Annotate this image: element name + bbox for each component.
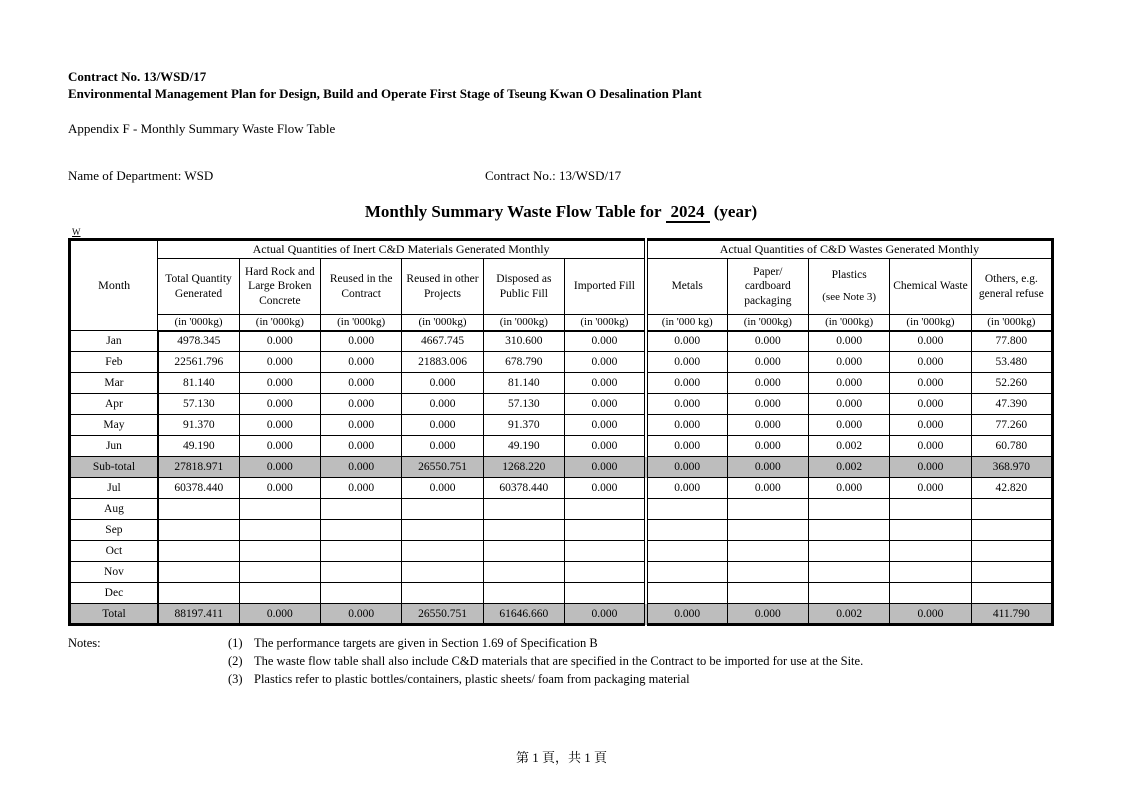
- value-cell: [565, 583, 646, 604]
- value-cell: 0.000: [565, 331, 646, 352]
- column-header: Reused in the Contract: [321, 259, 402, 315]
- value-cell: [890, 562, 971, 583]
- value-cell: 0.000: [239, 604, 320, 625]
- value-cell: [321, 541, 402, 562]
- table-row: [70, 583, 1053, 604]
- table-row: [70, 457, 1053, 478]
- note-text: The performance targets are given in Section 1.69 of Specification B: [254, 636, 598, 650]
- value-cell: 49.190: [483, 436, 564, 457]
- value-cell: 0.000: [646, 457, 727, 478]
- value-cell: 26550.751: [402, 604, 483, 625]
- table-row: [70, 478, 1053, 499]
- month-cell: Mar: [70, 373, 158, 394]
- note-number: (2): [228, 654, 243, 668]
- value-cell: 47.390: [971, 394, 1052, 415]
- table-row: [70, 499, 1053, 520]
- contract-number: Contract No.: 13/WSD/17: [485, 168, 622, 183]
- value-cell: [565, 562, 646, 583]
- column-header: Others, e.g. general refuse: [971, 259, 1052, 315]
- value-cell: [321, 520, 402, 541]
- value-cell: [646, 520, 727, 541]
- value-cell: [565, 541, 646, 562]
- value-cell: 0.000: [808, 478, 889, 499]
- value-cell: 49.190: [158, 436, 239, 457]
- month-cell: Sub-total: [70, 457, 158, 478]
- note-text: The waste flow table shall also include C&D materials that are specified in the Contract to be imported for use at the Site.: [254, 654, 864, 668]
- value-cell: [890, 499, 971, 520]
- table-row: [70, 415, 1053, 436]
- value-cell: [971, 583, 1052, 604]
- value-cell: [890, 541, 971, 562]
- value-cell: 0.000: [890, 394, 971, 415]
- value-cell: [158, 541, 239, 562]
- value-cell: 0.002: [808, 457, 889, 478]
- value-cell: [321, 499, 402, 520]
- value-cell: 0.000: [890, 604, 971, 625]
- value-cell: 0.000: [890, 331, 971, 352]
- value-cell: 0.002: [808, 604, 889, 625]
- value-cell: 0.000: [646, 394, 727, 415]
- value-cell: 0.000: [727, 373, 808, 394]
- table-head: [70, 240, 1053, 331]
- value-cell: 0.000: [565, 394, 646, 415]
- value-cell: [727, 520, 808, 541]
- value-cell: [808, 541, 889, 562]
- contract-no-heading: Contract No. 13/WSD/17: [68, 69, 207, 84]
- value-cell: 0.000: [890, 373, 971, 394]
- value-cell: 0.000: [321, 352, 402, 373]
- value-cell: 0.000: [321, 331, 402, 352]
- value-cell: [402, 499, 483, 520]
- value-cell: [321, 583, 402, 604]
- value-cell: 0.000: [321, 394, 402, 415]
- value-cell: [565, 499, 646, 520]
- value-cell: 0.000: [727, 457, 808, 478]
- value-cell: [483, 499, 564, 520]
- value-cell: 0.000: [239, 415, 320, 436]
- value-cell: 0.000: [321, 415, 402, 436]
- value-cell: 0.000: [808, 394, 889, 415]
- value-cell: [971, 499, 1052, 520]
- month-cell: Jul: [70, 478, 158, 499]
- value-cell: [727, 562, 808, 583]
- value-cell: [646, 499, 727, 520]
- value-cell: 0.000: [239, 436, 320, 457]
- unit-header: (in '000kg): [239, 315, 320, 331]
- note-text: Plastics refer to plastic bottles/containers, plastic sheets/ foam from packaging material: [254, 672, 690, 686]
- month-cell: Nov: [70, 562, 158, 583]
- value-cell: 0.000: [565, 436, 646, 457]
- unit-header: (in '000kg): [890, 315, 971, 331]
- value-cell: 0.000: [890, 478, 971, 499]
- value-cell: 81.140: [483, 373, 564, 394]
- value-cell: 0.000: [402, 394, 483, 415]
- value-cell: 0.000: [890, 457, 971, 478]
- value-cell: 0.000: [727, 415, 808, 436]
- notes-label: Notes:: [68, 636, 101, 650]
- value-cell: [565, 520, 646, 541]
- value-cell: 57.130: [158, 394, 239, 415]
- emp-heading: Environmental Management Plan for Design, Build and Operate First Stage of Tseung Kwan O Desalination Plant: [68, 86, 702, 101]
- value-cell: 678.790: [483, 352, 564, 373]
- unit-header: (in '000kg): [402, 315, 483, 331]
- table-row: [70, 520, 1053, 541]
- value-cell: 0.000: [565, 373, 646, 394]
- unit-header: (in '000kg): [727, 315, 808, 331]
- value-cell: 0.000: [239, 352, 320, 373]
- value-cell: 22561.796: [158, 352, 239, 373]
- table-row: [70, 604, 1053, 625]
- value-cell: [727, 541, 808, 562]
- value-cell: 0.000: [808, 352, 889, 373]
- appendix-title: Appendix F - Monthly Summary Waste Flow Table: [68, 121, 336, 136]
- value-cell: 60378.440: [158, 478, 239, 499]
- value-cell: [158, 583, 239, 604]
- column-header: Hard Rock and Large Broken Concrete: [239, 259, 320, 315]
- value-cell: 53.480: [971, 352, 1052, 373]
- value-cell: 0.000: [646, 331, 727, 352]
- unit-header: (in '000kg): [483, 315, 564, 331]
- value-cell: 26550.751: [402, 457, 483, 478]
- value-cell: [239, 541, 320, 562]
- value-cell: [402, 583, 483, 604]
- value-cell: [890, 583, 971, 604]
- value-cell: 0.000: [890, 436, 971, 457]
- waste-flow-table: [68, 238, 1054, 626]
- value-cell: [808, 520, 889, 541]
- column-header: Paper/ cardboard packaging: [727, 259, 808, 315]
- value-cell: [402, 520, 483, 541]
- note-item: [228, 654, 863, 669]
- value-cell: 0.000: [565, 457, 646, 478]
- table-row: [70, 373, 1053, 394]
- column-header: Reused in other Projects: [402, 259, 483, 315]
- inert-cd-group-header: Actual Quantities of Inert C&D Materials Generated Monthly: [158, 240, 646, 259]
- value-cell: 0.000: [321, 478, 402, 499]
- value-cell: 0.000: [321, 436, 402, 457]
- value-cell: 0.000: [727, 352, 808, 373]
- value-cell: [402, 562, 483, 583]
- value-cell: [321, 562, 402, 583]
- table-row: [70, 562, 1053, 583]
- value-cell: 0.000: [646, 604, 727, 625]
- column-header: Plastics (see Note 3): [808, 259, 889, 315]
- table-row: [70, 436, 1053, 457]
- column-header: Metals: [646, 259, 727, 315]
- title-suffix: (year): [713, 202, 758, 221]
- value-cell: 0.000: [808, 331, 889, 352]
- month-cell: Jan: [70, 331, 158, 352]
- value-cell: 0.000: [321, 457, 402, 478]
- value-cell: 27818.971: [158, 457, 239, 478]
- value-cell: [483, 541, 564, 562]
- title-prefix: Monthly Summary Waste Flow Table for: [364, 202, 662, 221]
- month-cell: Oct: [70, 541, 158, 562]
- stray-mark: W: [72, 227, 81, 237]
- value-cell: 0.000: [890, 352, 971, 373]
- month-cell: May: [70, 415, 158, 436]
- document-header: [68, 68, 1058, 102]
- value-cell: [808, 499, 889, 520]
- value-cell: 0.000: [727, 331, 808, 352]
- value-cell: 42.820: [971, 478, 1052, 499]
- value-cell: 0.000: [565, 478, 646, 499]
- value-cell: [808, 562, 889, 583]
- value-cell: [483, 583, 564, 604]
- value-cell: [808, 583, 889, 604]
- value-cell: 61646.660: [483, 604, 564, 625]
- value-cell: [158, 520, 239, 541]
- value-cell: [402, 541, 483, 562]
- value-cell: 60.780: [971, 436, 1052, 457]
- waste-flow-table-container: [68, 238, 1054, 626]
- value-cell: [239, 583, 320, 604]
- note-item: [228, 672, 690, 687]
- value-cell: 0.000: [239, 394, 320, 415]
- value-cell: 0.000: [239, 331, 320, 352]
- value-cell: 21883.006: [402, 352, 483, 373]
- group-header-row: [70, 240, 1053, 259]
- value-cell: 0.000: [646, 478, 727, 499]
- value-cell: 0.000: [321, 604, 402, 625]
- value-cell: [158, 499, 239, 520]
- month-cell: Total: [70, 604, 158, 625]
- value-cell: 0.000: [402, 373, 483, 394]
- value-cell: 368.970: [971, 457, 1052, 478]
- value-cell: [727, 499, 808, 520]
- month-cell: Dec: [70, 583, 158, 604]
- unit-header: (in '000kg): [321, 315, 402, 331]
- value-cell: 0.000: [727, 436, 808, 457]
- value-cell: 1268.220: [483, 457, 564, 478]
- value-cell: [971, 562, 1052, 583]
- title-year: 2024: [666, 202, 710, 223]
- column-header: Total Quantity Generated: [158, 259, 239, 315]
- value-cell: [646, 583, 727, 604]
- month-column-header: Month: [70, 240, 158, 331]
- page-title: [68, 202, 1054, 222]
- note-number: (3): [228, 672, 243, 686]
- value-cell: 0.000: [565, 604, 646, 625]
- value-cell: 0.000: [565, 352, 646, 373]
- month-cell: Feb: [70, 352, 158, 373]
- column-header-row: [70, 259, 1053, 315]
- note-item: [228, 636, 598, 651]
- value-cell: 0.000: [565, 415, 646, 436]
- value-cell: [158, 562, 239, 583]
- value-cell: 0.000: [321, 373, 402, 394]
- value-cell: 91.370: [158, 415, 239, 436]
- value-cell: 0.000: [646, 415, 727, 436]
- value-cell: 0.000: [646, 373, 727, 394]
- value-cell: [727, 583, 808, 604]
- unit-header: (in '000kg): [971, 315, 1052, 331]
- value-cell: [971, 520, 1052, 541]
- table-body: [70, 331, 1053, 625]
- value-cell: [239, 562, 320, 583]
- month-cell: Apr: [70, 394, 158, 415]
- value-cell: [646, 541, 727, 562]
- value-cell: 0.002: [808, 436, 889, 457]
- value-cell: 0.000: [402, 478, 483, 499]
- value-cell: [239, 520, 320, 541]
- value-cell: 0.000: [808, 373, 889, 394]
- value-cell: 411.790: [971, 604, 1052, 625]
- value-cell: 0.000: [239, 478, 320, 499]
- value-cell: 81.140: [158, 373, 239, 394]
- value-cell: 0.000: [646, 352, 727, 373]
- units-row: [70, 315, 1053, 331]
- table-row: [70, 394, 1053, 415]
- value-cell: 0.000: [402, 415, 483, 436]
- value-cell: 52.260: [971, 373, 1052, 394]
- value-cell: 0.000: [239, 457, 320, 478]
- month-cell: Jun: [70, 436, 158, 457]
- value-cell: 310.600: [483, 331, 564, 352]
- cd-wastes-group-header: Actual Quantities of C&D Wastes Generated Monthly: [646, 240, 1053, 259]
- unit-header: (in '000kg): [565, 315, 646, 331]
- month-cell: Aug: [70, 499, 158, 520]
- column-header: Imported Fill: [565, 259, 646, 315]
- value-cell: [646, 562, 727, 583]
- value-cell: 0.000: [646, 436, 727, 457]
- value-cell: [483, 562, 564, 583]
- unit-header: (in '000kg): [808, 315, 889, 331]
- table-row: [70, 352, 1053, 373]
- value-cell: 91.370: [483, 415, 564, 436]
- value-cell: 0.000: [402, 436, 483, 457]
- month-cell: Sep: [70, 520, 158, 541]
- unit-header: (in '000kg): [158, 315, 239, 331]
- value-cell: 0.000: [727, 478, 808, 499]
- value-cell: 0.000: [727, 604, 808, 625]
- value-cell: 77.260: [971, 415, 1052, 436]
- value-cell: 0.000: [239, 373, 320, 394]
- value-cell: 0.000: [727, 394, 808, 415]
- value-cell: 77.800: [971, 331, 1052, 352]
- value-cell: 57.130: [483, 394, 564, 415]
- page-number-footer: 第 1 頁，共 1 頁: [515, 750, 607, 765]
- value-cell: 88197.411: [158, 604, 239, 625]
- department-name: Name of Department: WSD: [68, 168, 214, 183]
- table-row: [70, 541, 1053, 562]
- column-header: Chemical Waste: [890, 259, 971, 315]
- value-cell: 0.000: [808, 415, 889, 436]
- value-cell: 4978.345: [158, 331, 239, 352]
- table-row: [70, 331, 1053, 352]
- value-cell: 4667.745: [402, 331, 483, 352]
- unit-header: (in '000 kg): [646, 315, 727, 331]
- value-cell: [890, 520, 971, 541]
- value-cell: [239, 499, 320, 520]
- note-number: (1): [228, 636, 243, 650]
- value-cell: 60378.440: [483, 478, 564, 499]
- value-cell: [483, 520, 564, 541]
- value-cell: 0.000: [890, 415, 971, 436]
- value-cell: [971, 541, 1052, 562]
- column-header: Disposed as Public Fill: [483, 259, 564, 315]
